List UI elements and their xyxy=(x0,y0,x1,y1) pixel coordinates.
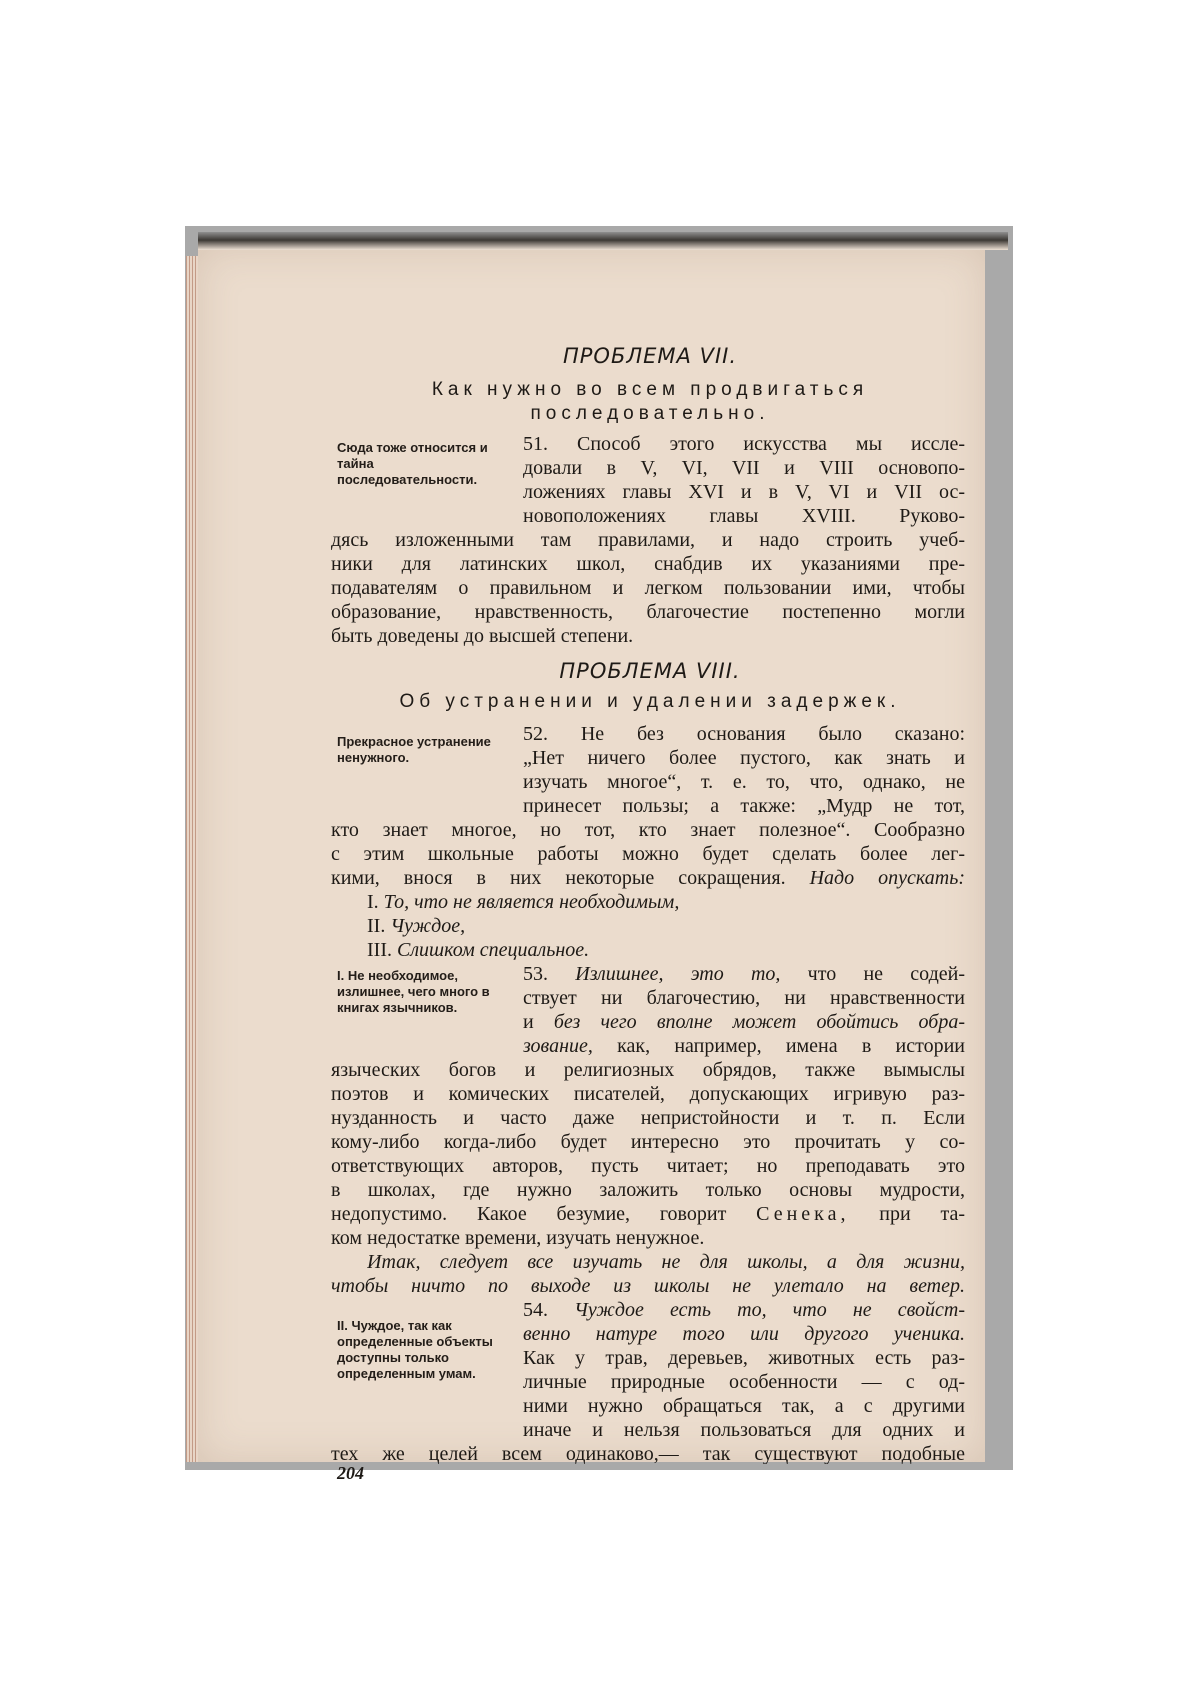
problem-7-subheading-line-1: Как нужно во всем продвигаться xyxy=(431,379,869,400)
maxim-line: чтобы ничто по выходе из школы не улетало на ветер. xyxy=(331,1275,965,1297)
p53-text: что не содей- xyxy=(780,963,965,985)
p51-line: ложениях главы XVI и в V, VI и VII ос- xyxy=(523,481,965,503)
list-item xyxy=(367,914,965,938)
p53-line: в школах, где нужно заложить только основы мудрости, xyxy=(331,1179,965,1201)
problem-8-heading: ПРОБЛЕМА VIII. xyxy=(559,659,741,683)
p53-line: ком недостатке времени, изучать ненужное. xyxy=(331,1227,705,1249)
maxim-line: Итак, следует все изучать не для школы, а для жизни, xyxy=(367,1251,965,1273)
p52-line: с этим школьные работы можно будет сделать более лег- xyxy=(331,843,965,865)
p52-line: принесет пользы; а также: „Мудр не тот, xyxy=(523,795,965,817)
seneca-name: Сенека, xyxy=(756,1203,850,1225)
p53-line xyxy=(523,1034,965,1058)
list-item-number: I. xyxy=(367,891,379,913)
p52-line: изучать многое“, т. е. то, что, однако, не xyxy=(523,771,965,793)
problem-8-subheading: Об устранении и удалении задержек. xyxy=(399,691,901,712)
p51-line: новоположениях главы XVIII. Руково- xyxy=(523,505,965,527)
p54-line xyxy=(523,1322,965,1346)
p53-italic: без чего вполне может обойтись обра- xyxy=(553,1011,965,1033)
p53-text: ствует ни благочестию, ни нравственности xyxy=(523,987,965,1009)
p52-omit-phrase: Надо опускать: xyxy=(809,867,965,889)
list-item-text: Слишком специальное. xyxy=(396,939,590,961)
p54-line: тех же целей всем одинаково,— так существуют подобные xyxy=(331,1443,965,1464)
problem-8-side-note-2: I. Не необходимое, излишнее, чего много в книгах язычников. xyxy=(337,968,490,1015)
p53-line: нузданность и часто даже непристойности и т. п. Если xyxy=(331,1107,965,1129)
problem-8-side-note-3: II. Чуждое, так как определенные объекты доступны только определенным умам. xyxy=(337,1318,493,1381)
p51-line: подавателям о правильном и легком пользовании ими, чтобы xyxy=(331,577,965,599)
p53-italic: Излишнее, это то, xyxy=(575,963,781,985)
list-item-text: То, что не является необходимым, xyxy=(383,891,680,913)
p52-line xyxy=(331,866,965,890)
p54-line xyxy=(523,1298,965,1322)
p51-line: быть доведены до высшей степени. xyxy=(331,625,634,647)
p53-line: поэтов и комических писателей, допускающих игривую раз- xyxy=(331,1083,965,1105)
page-number: 204 xyxy=(337,1463,364,1483)
p52-line: 52. Не без основания было сказано: xyxy=(523,723,965,745)
p52-line-text: кими, внося в них некоторые сокращения. xyxy=(331,867,786,889)
problem-7-heading: ПРОБЛЕМА VII. xyxy=(562,344,738,368)
p51-line: ники для латинских школ, снабдив их указаниями пре- xyxy=(331,553,965,575)
list-item xyxy=(367,938,965,962)
p53-line: языческих богов и религиозных обрядов, также вымыслы xyxy=(331,1059,965,1081)
p54-line: Как у трав, деревьев, животных есть раз- xyxy=(523,1347,965,1369)
p53-line: ответствующих авторов, пусть читает; но преподавать это xyxy=(331,1155,965,1177)
problem-8-side-note-1: Прекрасное устранение ненужного. xyxy=(337,734,491,765)
p53-text: и xyxy=(523,1011,554,1033)
p53-line xyxy=(331,1202,965,1226)
p51-line: образование, нравственность, благочестие постепенно могли xyxy=(331,601,965,623)
page-top-edge xyxy=(198,232,1008,250)
problem-7-subheading-line-2: последовательно. xyxy=(530,403,770,424)
problem-7-side-note: Сюда тоже относится и тайна последовательности. xyxy=(337,440,488,487)
p54-line: ними нужно обращаться так, а с другими xyxy=(523,1395,965,1417)
p53-text: при та- xyxy=(849,1203,965,1225)
p53-line xyxy=(523,962,965,986)
p53-text: 53. xyxy=(523,963,576,985)
p53-line xyxy=(523,986,965,1010)
list-item-number: II. xyxy=(367,915,386,937)
p51-line: 51. Способ этого искусства мы иссле- xyxy=(523,433,965,455)
p51-line: довали в V, VI, VII и VIII основопо- xyxy=(523,457,965,479)
p53-text: недопустимо. Какое безумие, говорит xyxy=(331,1203,727,1225)
p52-line: „Нет ничего более пустого, как знать и xyxy=(523,747,965,769)
p53-line: кому-либо когда-либо будет интересно это прочитать у со- xyxy=(331,1131,965,1153)
p52-line: кто знает многое, но тот, кто знает полезное“. Сообразно xyxy=(331,819,965,841)
p54-italic: венно натуре того или другого ученика. xyxy=(523,1323,965,1345)
list-item-number: III. xyxy=(367,939,392,961)
p53-text: как, например, имена в истории xyxy=(592,1035,965,1057)
p51-line: дясь изложенными там правилами, и надо строить учеб- xyxy=(331,529,965,551)
p53-line xyxy=(523,1010,965,1034)
p54-line: иначе и нельзя пользоваться для одних и xyxy=(523,1419,965,1441)
p53-italic: зование, xyxy=(523,1035,593,1057)
p54-italic: Чуждое есть то, что не свойст- xyxy=(574,1299,965,1321)
list-item-text: Чуждое, xyxy=(390,915,466,937)
list-item xyxy=(367,890,965,914)
p54-line: личные природные особенности — с од- xyxy=(523,1371,965,1393)
p54-text: 54. xyxy=(523,1299,575,1321)
